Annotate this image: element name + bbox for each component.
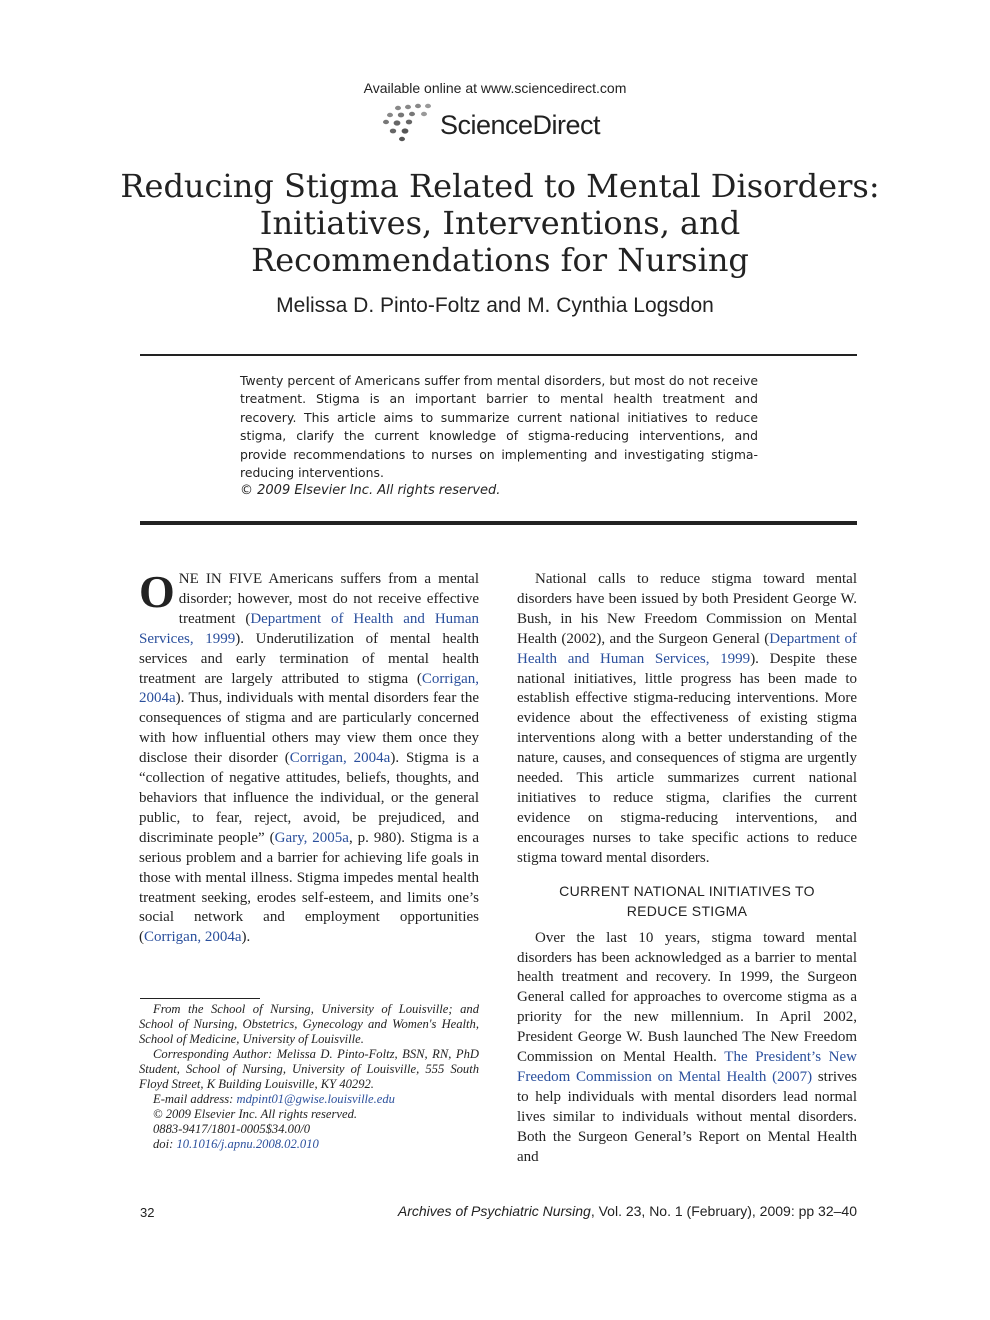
- footnote-issn: 0883-9417/1801-0005$34.00/0: [153, 1122, 311, 1136]
- article-authors: Melissa D. Pinto-Foltz and M. Cynthia Logsdon: [276, 294, 714, 317]
- drop-cap: O: [139, 566, 175, 617]
- right-column: [517, 570, 857, 1167]
- abstract: [240, 372, 758, 501]
- abstract-text: Twenty percent of Americans suffer from mental disorders, but most do not receive treatment. Stigma is an important barrier to mental health treatment and recovery. This article aims to summarize current national initiatives to reduce stigma, clarify the current knowledge of stigma-reducing interventions, and provide recommendations to nurses on implementing and investigating stigma-reducing interventions.: [240, 373, 758, 481]
- sciencedirect-dots-icon: [380, 100, 438, 146]
- footnote-affiliation: From the School of Nursing, University of Louisville; and School of Nursing, Obstetrics, Gynecology and Women's Health, School of Medicine, University of Louisville.: [139, 1002, 479, 1046]
- citation-link[interactable]: Gary, 2005a: [274, 829, 349, 846]
- intro-paragraph: ONE IN FIVE Americans suffers from a mental disorder; however, most do not receive effective treatment (Department of Health and Human Services, 1999). Underutilization of mental health services and early termination of mental health treatment are largely attributed to stigma (Corrigan, 2004a). Thus, individuals with mental disorders fear the consequences of stigma and are particularly concerned with how influential others may view them once they disclose their disorder (Corrigan, 2004a). Stigma is a “collection of negative attitudes, beliefs, thoughts, and behaviors that influence the individual, or the general public, to fear, reject, avoid, be prejudiced, and discriminate people” (Gary, 2005a, p. 980). Stigma is a serious problem and a barrier for achieving life goals in those with mental illness. Stigma impedes mental health treatment seeking, erodes self-esteem, and limits one’s social network and employment opportunities (Corrigan, 2004a).: [139, 566, 479, 946]
- citation-link[interactable]: The President’s New Freedom Commission on Mental Health (2007): [517, 1049, 857, 1085]
- doi-link[interactable]: 10.1016/j.apnu.2008.02.010: [176, 1137, 319, 1151]
- email-link[interactable]: mdpint01@gwise.louisville.edu: [236, 1092, 395, 1106]
- page-number: 32: [140, 1205, 155, 1220]
- abstract-top-rule: [140, 354, 857, 356]
- citation-link[interactable]: Corrigan, 2004a: [144, 929, 242, 946]
- journal-citation: [398, 1203, 857, 1219]
- footnote-email-line: E-mail address: mdpint01@gwise.louisville.edu: [153, 1092, 395, 1106]
- left-column: [139, 566, 479, 948]
- citation-link[interactable]: Department of Health and Human Services, 1999: [517, 630, 857, 667]
- abstract-copyright: © 2009 Elsevier Inc. All rights reserved.: [240, 483, 501, 499]
- paragraph: Over the last 10 years, stigma toward mental disorders has been acknowledged as a barrier to mental health treatment and recovery. In 1999, the Surgeon General called for approaches to overcome stigma as a priority for the new millennium. In April 2002, President George W. Bush launched The New Freedom Commission on Mental Health. The President’s New Freedom Commission on Mental Health (2007) strives to help individuals with mental disorders lead normal lives similar to individuals without mental disorders. Both the Surgeon General’s Report on Mental Health and: [517, 929, 857, 1165]
- sciencedirect-logo: [380, 100, 620, 146]
- citation-link[interactable]: Department of Health and Human Services, 1999: [139, 610, 479, 647]
- footnote-copyright: © 2009 Elsevier Inc. All rights reserved.: [153, 1107, 358, 1121]
- section-heading: CURRENT NATIONAL INITIATIVES TO REDUCE STIGMA: [559, 882, 815, 919]
- paragraph: National calls to reduce stigma toward mental disorders have been issued by both President George W. Bush, in his New Freedom Commission on Mental Health (2002), and the Surgeon General (Department of Health and Human Services, 1999). Despite these national initiatives, little progress has been made to establish effective stigma-reducing interventions. More evidence about the effectiveness of existing stigma interventions along with a better understanding of the nature, causes, and consequences of stigma are urgently needed. This article summarizes current national initiatives to reduce stigma, clarifies the current evidence on stigma-reducing interventions, and encourages nurses to take specific actions to reduce stigma toward mental disorders.: [517, 571, 857, 866]
- available-online-notice: Available online at www.sciencedirect.com: [363, 80, 627, 96]
- footnote: [139, 1002, 479, 1152]
- footnote-rule: [140, 998, 260, 999]
- journal-name: Archives of Psychiatric Nursing: [397, 1203, 591, 1219]
- footnote-corresponding: Corresponding Author: Melissa D. Pinto-Foltz, BSN, RN, PhD Student, School of Nursing, University of Louisville, 555 South Floyd Street, K Building Louisville, KY 40292.: [139, 1047, 479, 1091]
- abstract-bottom-rule: [140, 521, 857, 525]
- logo-text: ScienceDirect: [440, 110, 601, 140]
- citation-link[interactable]: Corrigan, 2004a: [139, 670, 479, 707]
- article-title: Reducing Stigma Related to Mental Disorders: Initiatives, Interventions, and Recommendations for Nursing: [120, 167, 880, 279]
- footnote-doi-line: doi: 10.1016/j.apnu.2008.02.010: [153, 1137, 319, 1151]
- journal-details: , Vol. 23, No. 1 (February), 2009: pp 32–40: [590, 1203, 857, 1219]
- citation-link[interactable]: Corrigan, 2004a: [289, 750, 391, 767]
